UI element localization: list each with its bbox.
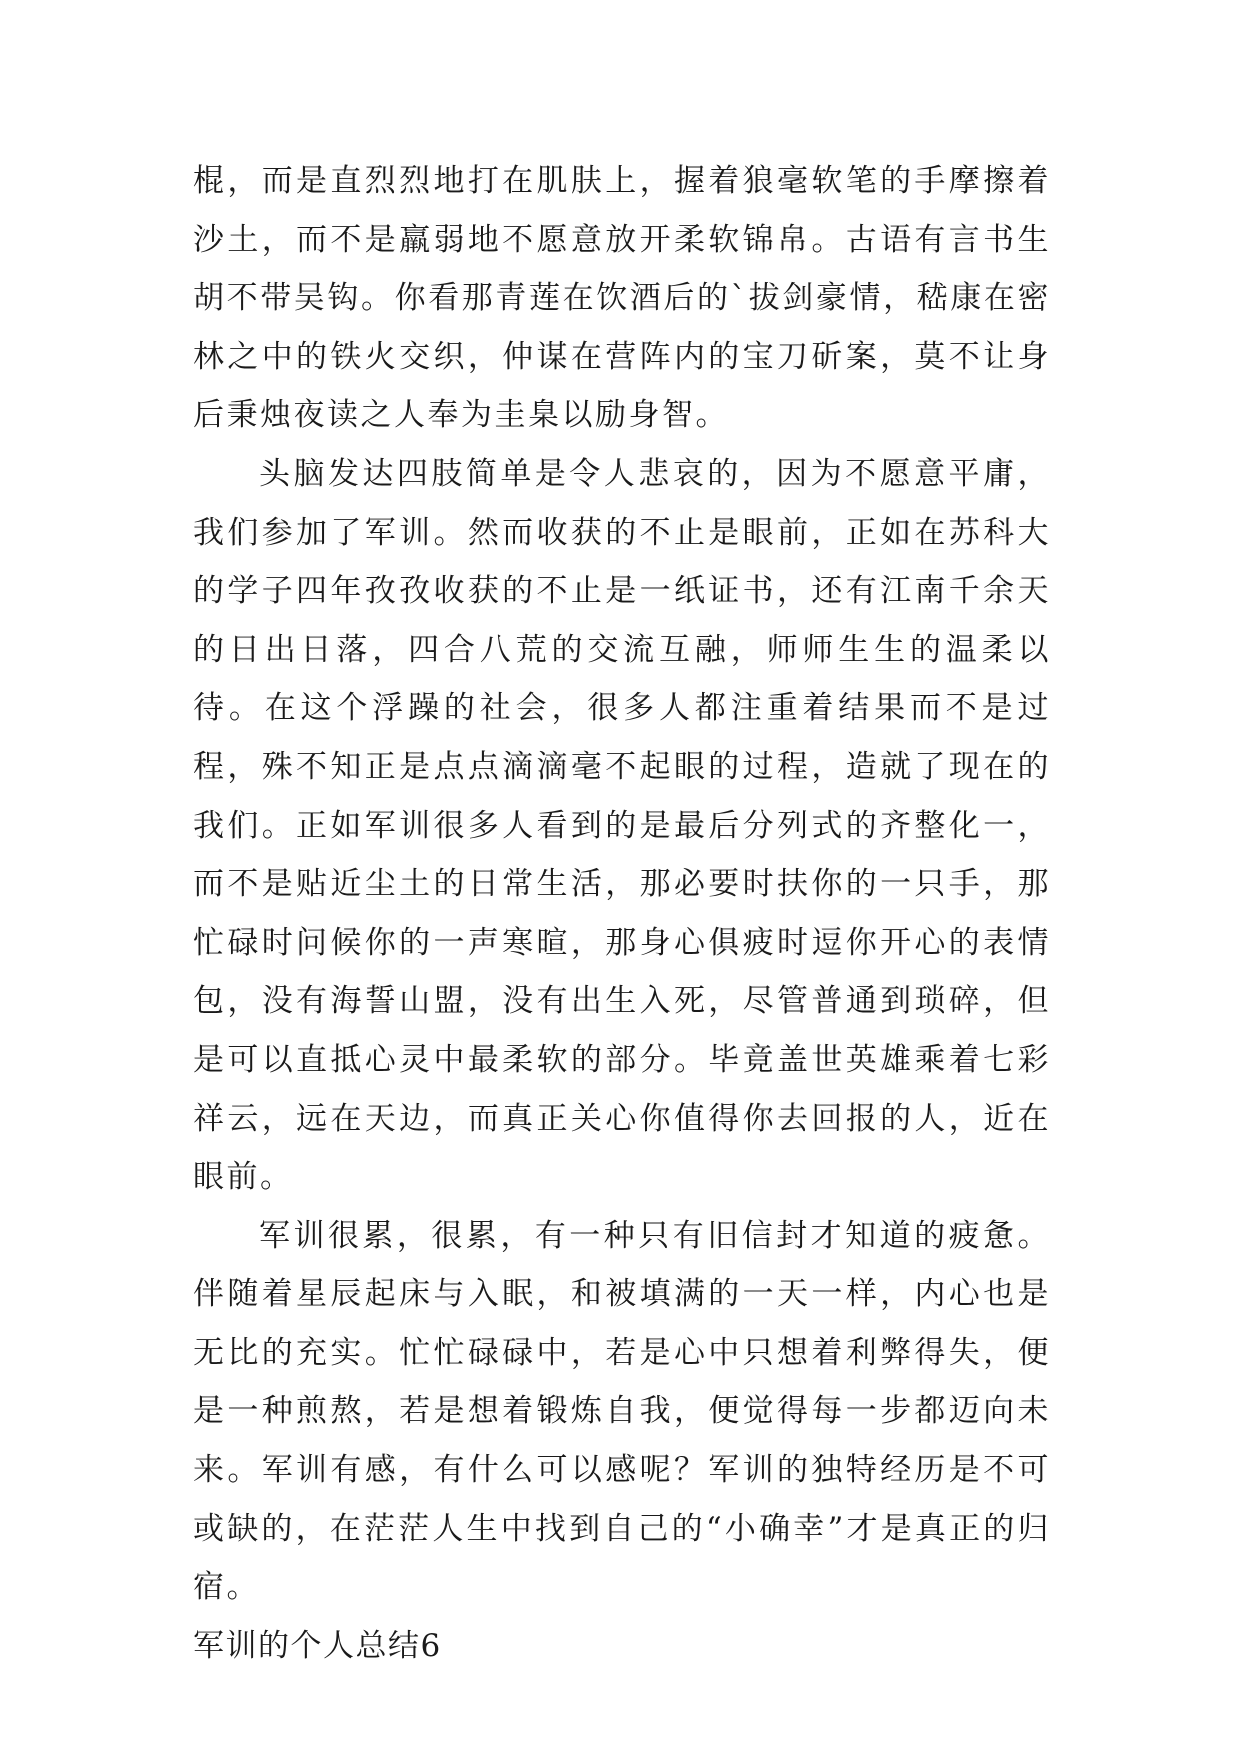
paragraph-1: 棍，而是直烈烈地打在肌肤上，握着狼毫软笔的手摩擦着沙土，而不是羸弱地不愿意放开柔软锦帛。古语有言书生胡不带吴钩。你看那青莲在饮酒后的`拔剑豪情，嵇康在密林之中的铁火交织，仲谋在营阵内的宝刀斫案，莫不让身后秉烛夜读之人奉为圭臬以励身智。: [193, 163, 1051, 434]
paragraph-2: 头脑发达四肢简单是令人悲哀的，因为不愿意平庸，我们参加了军训。然而收获的不止是眼前，正如在苏科大的学子四年孜孜收获的不止是一纸证书，还有江南千余天的日出日落，四合八荒的交流互融，师师生生的温柔以待。在这个浮躁的社会，很多人都注重着结果而不是过程，殊不知正是点点滴滴毫不起眼的过程，造就了现在的我们。正如军训很多人看到的是最后分列式的齐整化一，而不是贴近尘土的日常生活，那必要时扶你的一只手，那忙碌时问候你的一声寒暄，那身心俱疲时逗你开心的表情包，没有海誓山盟，没有出生入死，尽管普通到琐碎，但是可以直抵心灵中最柔软的部分。毕竟盖世英雄乘着七彩祥云，远在天边，而真正关心你值得你去回报的人，近在眼前。: [193, 455, 1051, 1196]
paragraph-3: 军训很累，很累，有一种只有旧信封才知道的疲惫。伴随着星辰起床与入眠，和被填满的一天一样，内心也是无比的充实。忙忙碌碌中，若是心中只想着利弊得失，便是一种煎熬，若是想着锻炼自我，便觉得每一步都迈向未来。军训有感，有什么可以感呢？军训的独特经历是不可或缺的，在茫茫人生中找到自己的“小确幸”才是真正的归宿。: [193, 1217, 1051, 1606]
document-body: [193, 152, 1051, 1675]
section-heading: 军训的个人总结6: [193, 1627, 442, 1664]
